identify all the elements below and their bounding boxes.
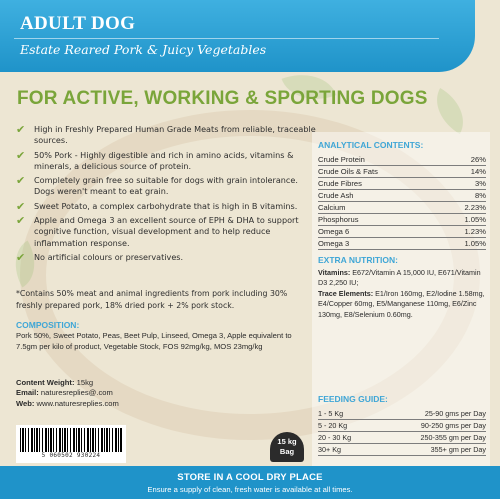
analytical-name: Calcium	[318, 202, 442, 214]
dog-weight: 5 - 20 Kg	[318, 420, 374, 432]
checkmark-icon: ✔	[16, 214, 26, 228]
analytical-table	[318, 154, 486, 250]
content-weight-label: Content Weight:	[16, 378, 75, 387]
analytical-value: 26%	[442, 154, 486, 166]
feeding-guide-title: FEEDING GUIDE:	[318, 394, 388, 404]
water-instruction: Ensure a supply of clean, fresh water is available at all times.	[147, 485, 353, 494]
analytical-value: 1.05%	[442, 214, 486, 226]
benefit-item	[16, 252, 316, 263]
content-weight-line	[16, 378, 216, 388]
benefit-list	[16, 124, 316, 266]
trace-elements-label: Trace Elements:	[318, 288, 374, 298]
table-row	[318, 202, 486, 214]
email-line	[16, 388, 216, 398]
checkmark-icon: ✔	[16, 250, 26, 264]
analytical-value: 14%	[442, 166, 486, 178]
benefit-text: 50% Pork - Highly digestible and rich in amino acids, vitamins & minerals, a delicious source of protein.	[34, 149, 294, 171]
barcode	[16, 425, 126, 463]
content-weight-value: 15kg	[76, 378, 94, 387]
checkmark-icon: ✔	[16, 148, 26, 162]
checkmark-icon: ✔	[16, 199, 26, 213]
analytical-name: Omega 6	[318, 226, 442, 238]
table-row	[318, 408, 486, 420]
dog-weight: 30+ Kg	[318, 444, 374, 456]
feeding-amount: 25-90 gms per Day	[374, 408, 486, 420]
table-row	[318, 154, 486, 166]
table-row	[318, 226, 486, 238]
analytical-name: Phosphorus	[318, 214, 442, 226]
analytical-value: 1.23%	[442, 226, 486, 238]
weight-badge	[270, 432, 304, 462]
table-row	[318, 214, 486, 226]
web-label: Web:	[16, 398, 35, 408]
product-subtitle: Estate Reared Pork & Juicy Vegetables	[20, 42, 267, 57]
header-banner	[0, 0, 475, 72]
feeding-amount: 90-250 gms per Day	[374, 420, 486, 432]
dog-weight: 20 - 30 Kg	[318, 432, 374, 444]
table-row	[318, 166, 486, 178]
table-row	[318, 178, 486, 190]
composition-title: COMPOSITION:	[16, 320, 80, 330]
benefit-text: Sweet Potato, a complex carbohydrate that is high in B vitamins.	[34, 200, 298, 211]
analytical-name: Crude Ash	[318, 190, 442, 202]
badge-weight: 15 kg	[277, 437, 297, 446]
table-row	[318, 432, 486, 444]
benefit-item	[16, 201, 316, 212]
analytical-name: Crude Oils & Fats	[318, 166, 442, 178]
feeding-table	[318, 408, 486, 456]
analytical-value: 2.23%	[442, 202, 486, 214]
extra-nutrition-text	[318, 268, 488, 320]
benefit-text: Apple and Omega 3 an excellent source of EPH & DHA to support cognitive function, visual development and to help reduce inflammation response.	[34, 215, 299, 248]
barcode-bars	[20, 428, 122, 452]
table-row	[318, 444, 486, 456]
web-line	[16, 399, 216, 409]
checkmark-icon: ✔	[16, 123, 26, 136]
analytical-name: Omega 3	[318, 238, 442, 250]
contact-section	[16, 378, 216, 409]
analytical-title: ANALYTICAL CONTENTS:	[318, 140, 424, 150]
web-value: www.naturesreplies.com	[36, 398, 119, 408]
storage-instruction: STORE IN A COOL DRY PLACE	[177, 472, 323, 483]
header-divider	[14, 38, 439, 39]
footer-banner	[0, 466, 500, 499]
benefit-item	[16, 150, 316, 173]
analytical-value: 1.05%	[442, 238, 486, 250]
feeding-amount: 250-355 gm per Day	[374, 432, 486, 444]
table-row	[318, 420, 486, 432]
analytical-value: 3%	[442, 178, 486, 190]
composition-section	[16, 320, 301, 352]
meat-content-note: *Contains 50% meat and animal ingredients from pork including 30% freshly prepared pork, 18% dried pork + 2% pork stock.	[16, 289, 288, 310]
table-row	[318, 190, 486, 202]
benefit-item	[16, 215, 316, 249]
benefit-item	[16, 175, 316, 198]
email-value: naturesreplies@.com	[40, 388, 113, 398]
benefit-text: High in Freshly Prepared Human Grade Meats from reliable, traceable sources.	[34, 124, 316, 146]
analytical-value: 8%	[442, 190, 486, 202]
dog-weight: 1 - 5 Kg	[318, 408, 374, 420]
badge-unit: Bag	[279, 447, 295, 456]
benefit-text: Completely grain free so suitable for dogs with grain intolerance. Dogs weren't meant to eat grain.	[34, 175, 298, 197]
analytical-name: Crude Fibres	[318, 178, 442, 190]
email-label: Email:	[16, 388, 39, 398]
leaf-decoration	[425, 88, 475, 134]
benefit-text: No artificial colours or preservatives.	[34, 251, 184, 262]
analytical-name: Crude Protein	[318, 154, 442, 166]
composition-text: Pork 50%, Sweet Potato, Peas, Beet Pulp, Linseed, Omega 3, Apple equivalent to 7.5gm per kilo of product, Vegetable Stock, FOS 92mg/kg, MOS 23mg/kg	[16, 331, 292, 351]
headline: FOR ACTIVE, WORKING & SPORTING DOGS	[17, 88, 428, 109]
feeding-amount: 355+ gm per Day	[374, 444, 486, 456]
product-title: ADULT DOG	[20, 13, 136, 34]
trace-elements-text: E1/Iron 160mg, E2/Iodine 1.58mg, E4/Copper 60mg, E5/Manganese 110mg, E6/Zinc 130mg, E8/Selenium 0.60mg.	[318, 288, 485, 319]
vitamins-text: E672/Vitamin A 15,000 IU, E671/Vitamin D3 2,250 IU;	[318, 268, 481, 288]
benefit-item	[16, 124, 316, 147]
checkmark-icon: ✔	[16, 174, 26, 188]
table-row	[318, 238, 486, 250]
barcode-number: 5 060502 930224	[41, 452, 101, 459]
vitamins-label: Vitamins:	[318, 268, 351, 277]
extra-nutrition-title: EXTRA NUTRITION:	[318, 255, 398, 265]
